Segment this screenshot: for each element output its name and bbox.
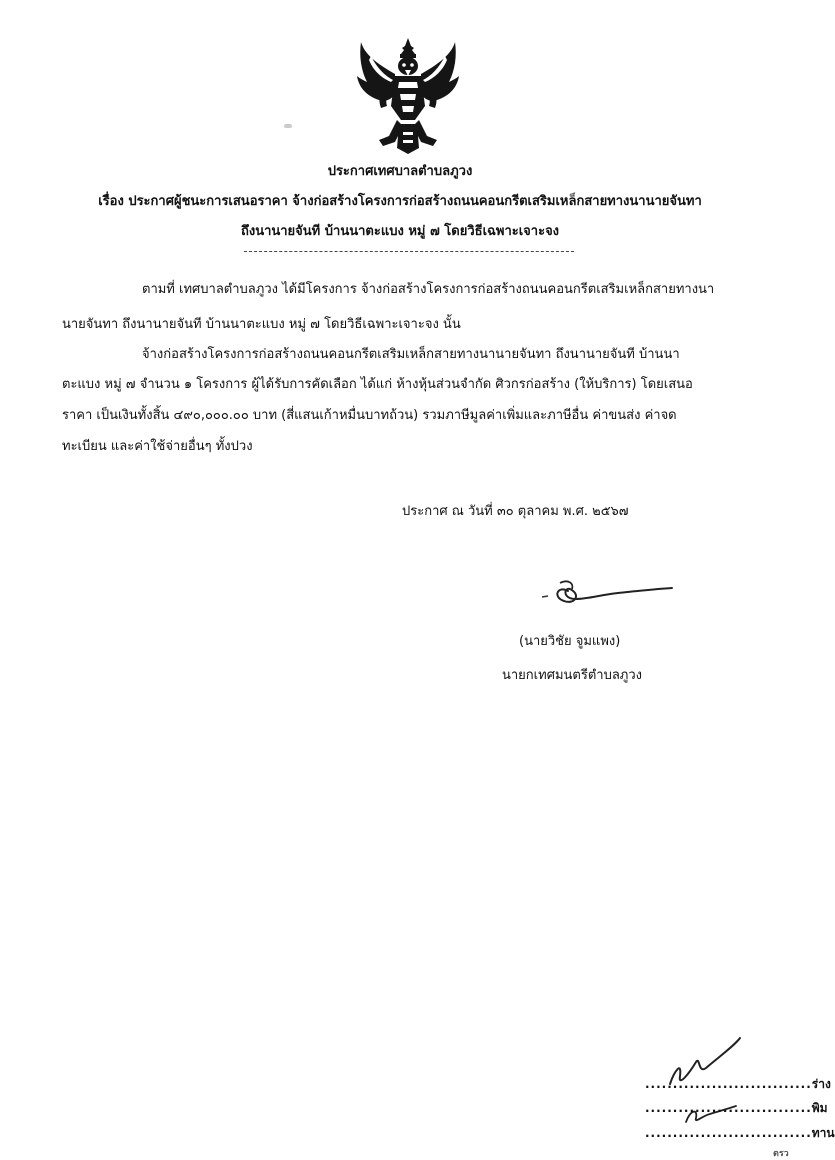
agency-title: ประกาศเทศบาลตำบลภูวง — [327, 164, 473, 179]
paragraph-1-line-1: ตามที่ เทศบาลตำบลภูวง ได้มีโครงการ จ้างก่อสร้างโครงการก่อสร้างถนนคอนกรีตเสริมเหล็กสายทางนา — [142, 282, 715, 297]
subject-line-2: ถึงนานายจันที บ้านนาตะแบง หมู่ ๗ โดยวิธีเฉพาะเจาะจง — [240, 224, 560, 239]
paragraph-1-line-2: นายจันทา ถึงนานายจันที บ้านนาตะแบง หมู่ ๗ โดยวิธีเฉพาะเจาะจง นั้น — [62, 317, 461, 332]
footer-typed-label: พิม — [811, 1101, 828, 1115]
footer-draft-label: ร่าง — [811, 1077, 831, 1091]
subject-line-1: เรื่อง ประกาศผู้ชนะการเสนอราคา จ้างก่อสร้างโครงการก่อสร้างถนนคอนกรีตเสริมเหล็กสายทางนานายจันทา — [98, 194, 702, 209]
header-divider — [244, 251, 574, 253]
garuda-emblem-icon — [355, 36, 461, 154]
paragraph-2-line-1: จ้างก่อสร้างโครงการก่อสร้างถนนคอนกรีตเสริมเหล็กสายทางนานายจันทา ถึงนานายจันที บ้านนา — [142, 347, 680, 362]
scan-mark — [284, 124, 292, 128]
paragraph-2-line-4: ทะเบียน และค่าใช้จ่ายอื่นๆ ทั้งปวง — [62, 439, 253, 454]
footer-line-draft: ..............................ร่าง — [645, 1077, 831, 1091]
signature-icon — [538, 575, 678, 611]
announcement-date: ประกาศ ณ วันที่ ๓๐ ตุลาคม พ.ศ. ๒๕๖๗ — [402, 504, 629, 519]
footer-line-typed: ..............................พิม — [645, 1101, 828, 1115]
paragraph-2-line-3: ราคา เป็นเงินทั้งสิ้น ๔๙๐,๐๐๐.๐๐ บาท (สี่แสนเก้าหมื่นบาทถ้วน) รวมภาษีมูลค่าเพิ่มและภาษีอื่น ค่าขนส่ง ค่าจด — [62, 408, 677, 423]
footer-line-reviewed: ..............................ทาน — [645, 1126, 835, 1140]
footer-reviewed-label: ทาน — [811, 1126, 835, 1140]
paragraph-2-line-2: ตะแบง หมู่ ๗ จำนวน ๑ โครงการ ผู้ได้รับการคัดเลือก ได้แก่ ห้างหุ้นส่วนจำกัด ศิวกรก่อสร้าง (ให้บริการ) โดยเสนอ — [62, 377, 693, 392]
footer-checked-label: ตรว — [773, 1149, 789, 1159]
signatory-position: นายกเทศมนตรีตำบลภูวง — [502, 668, 642, 683]
signatory-name: (นายวิชัย จูมแพง) — [519, 634, 621, 649]
